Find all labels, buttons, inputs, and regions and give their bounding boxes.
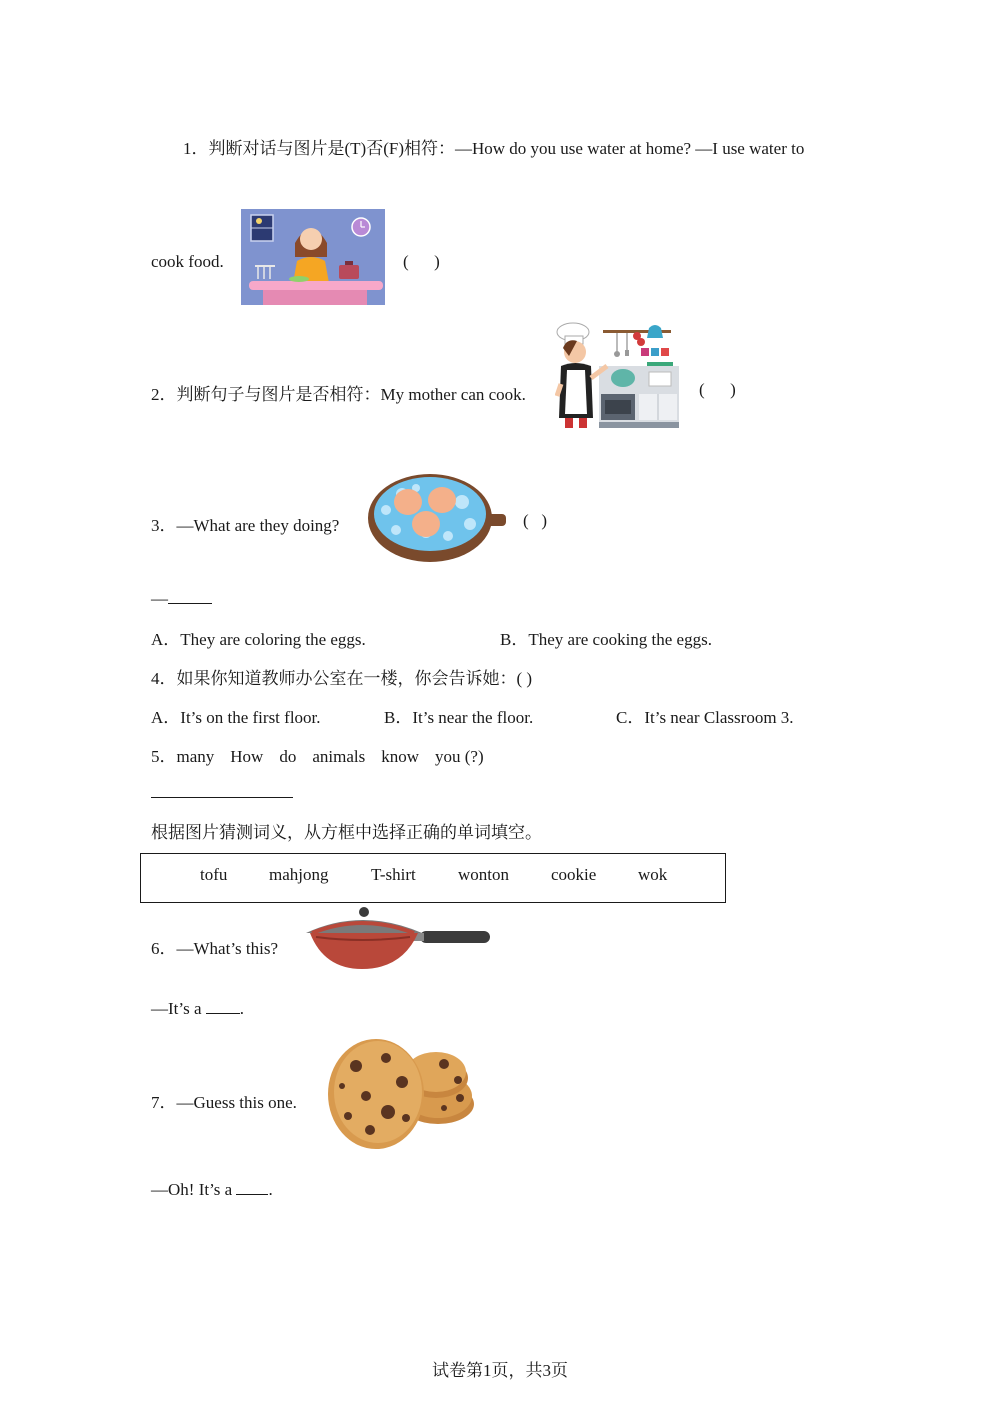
- q5-word: animals: [312, 747, 366, 766]
- q6-wok-image: [302, 903, 492, 971]
- q7-question: 7．—Guess this one.: [151, 1093, 297, 1112]
- q3-option-b[interactable]: B．They are cooking the eggs.: [500, 630, 712, 649]
- q7-answer-line[interactable]: [151, 1180, 273, 1200]
- q1-line1: 1．判断对话与图片是(T)否(F)相符：—How do you use water at home? —I use water to: [183, 139, 805, 158]
- q3-option-a[interactable]: A．They are coloring the eggs.: [151, 630, 366, 649]
- q6-answer-prefix: —It’s a: [151, 999, 206, 1018]
- q3-answer-prefix: —: [151, 589, 168, 608]
- word-bank-item: wonton: [458, 865, 509, 884]
- q5-word: know: [381, 747, 420, 766]
- word-bank-item: T-shirt: [371, 865, 416, 884]
- word-bank-item: wok: [638, 865, 668, 884]
- q4-option-a[interactable]: A．It’s on the first floor.: [151, 708, 321, 727]
- q3-question: 3．—What are they doing?: [151, 516, 340, 535]
- q4-option-b[interactable]: B．It’s near the floor.: [384, 708, 534, 727]
- q5-number: 5．: [151, 747, 177, 766]
- q2-answer-paren[interactable]: ( ): [699, 380, 736, 399]
- q5-word: you (?): [435, 747, 484, 766]
- q3-answer-line[interactable]: [151, 589, 212, 609]
- word-bank-item: mahjong: [269, 865, 329, 884]
- word-bank-item: tofu: [200, 865, 228, 884]
- q5-word: do: [279, 747, 297, 766]
- q7-answer-blank[interactable]: [236, 1180, 268, 1195]
- q6-question: 6．—What’s this?: [151, 939, 279, 958]
- q3-pan-eggs-image: [366, 472, 508, 564]
- q3-answer-blank[interactable]: [168, 589, 212, 604]
- q6-answer-line[interactable]: [151, 999, 244, 1019]
- q1-kitchen-image: [241, 209, 385, 305]
- section-instruction: 根据图片猜测词义，从方框中选择正确的单词填空。: [151, 823, 542, 842]
- q7-answer-prefix: —Oh! It’s a: [151, 1180, 237, 1199]
- q2-chef-image: [555, 322, 681, 434]
- q3-answer-paren[interactable]: ( ): [523, 511, 548, 530]
- q1-line2: cook food.: [151, 252, 224, 271]
- q1-answer-paren[interactable]: ( ): [403, 252, 440, 271]
- q5-word: How: [230, 747, 264, 766]
- q7-cookie-image: [326, 1036, 476, 1150]
- word-bank-item: cookie: [551, 865, 597, 884]
- q5-answer-line[interactable]: [151, 797, 293, 798]
- word-bank-box: [140, 853, 726, 903]
- q5-scrambled-words: [151, 742, 500, 767]
- q4-question: 4．如果你知道教师办公室在一楼，你会告诉她：( ): [151, 669, 533, 688]
- q7-answer-suffix: .: [268, 1180, 273, 1199]
- q5-word: many: [176, 747, 215, 766]
- q2-text: 2．判断句子与图片是否相符：My mother can cook.: [151, 385, 526, 404]
- q6-answer-suffix: .: [239, 999, 245, 1018]
- q6-answer-blank[interactable]: [206, 999, 240, 1014]
- page-footer: 试卷第1页，共3页: [432, 1361, 568, 1380]
- q4-option-c[interactable]: C．It’s near Classroom 3.: [616, 708, 794, 727]
